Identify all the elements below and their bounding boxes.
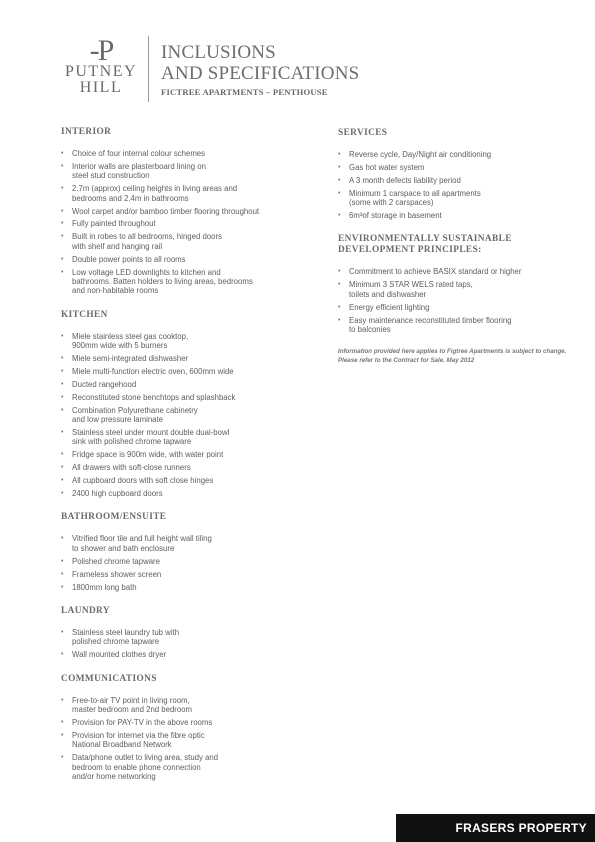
list-item: • Low voltage LED downlights to kitchen and bathrooms. Batten holders to living areas, bedrooms and non-habitable rooms: [61, 268, 321, 296]
putney-hill-logo: [60, 36, 142, 96]
list-item: • Interior walls are plasterboard lining on steel stud construction: [61, 162, 321, 181]
list-item: • Stainless steel laundry tub with polished chrome tapware: [61, 628, 321, 647]
list-item: • Minimum 1 carspace to all apartments (some with 2 carspaces): [338, 189, 583, 208]
right-sections: [338, 128, 583, 334]
list-item: • Fully painted throughout: [61, 219, 321, 228]
list-item: • Reconstituted stone benchtops and splashback: [61, 393, 321, 402]
left-column: [61, 127, 321, 795]
logo-line-2: HILL: [79, 79, 123, 96]
bullet-list: [61, 696, 321, 782]
section-communications: [61, 674, 321, 782]
header-divider: [148, 36, 149, 102]
list-item: • 6m³of storage in basement: [338, 211, 583, 220]
list-item: • Vitrified floor tile and full height wall tiling to shower and bath enclosure: [61, 534, 321, 553]
list-item: • 2.7m (approx) ceiling heights in living areas and bedrooms and 2.4m in bathrooms: [61, 184, 321, 203]
list-item: • Provision for internet via the fibre optic National Broadband Network: [61, 731, 321, 750]
list-item: • Miele multi-function electric oven, 600mm wide: [61, 367, 321, 376]
bullet-list: [61, 534, 321, 592]
list-item: • Gas hot water system: [338, 163, 583, 172]
list-item: • 1800mm long bath: [61, 583, 321, 592]
section-interior: [61, 127, 321, 296]
list-item: • Ducted rangehood: [61, 380, 321, 389]
list-item: • Miele semi-integrated dishwasher: [61, 354, 321, 363]
section-kitchen: [61, 310, 321, 499]
section-heading: ENVIRONMENTALLY SUSTAINABLE DEVELOPMENT PRINCIPLES:: [338, 234, 512, 256]
list-item: • Miele stainless steel gas cooktop, 900mm wide with 5 burners: [61, 332, 321, 351]
section-heading: BATHROOM/ENSUITE: [61, 512, 167, 523]
section-heading: SERVICES: [338, 128, 388, 138]
list-item: • Energy efficient lighting: [338, 303, 583, 312]
logo-line-1: PUTNEY: [64, 63, 138, 80]
list-item: • Stainless steel under mount double dual-bowl sink with polished chrome tapware: [61, 428, 321, 447]
bullet-list: [61, 332, 321, 499]
list-item: • Built in robes to all bedrooms, hinged doors with shelf and hanging rail: [61, 232, 321, 251]
section-heading: COMMUNICATIONS: [61, 673, 157, 684]
section-laundry: [61, 606, 321, 660]
disclaimer: Information provided here applies to Figtree Apartments is subject to change. Please refer to the Contract for Sale. May 2012: [338, 348, 567, 364]
list-item: • Minimum 3 STAR WELS rated taps, toilets and dishwasher: [338, 280, 583, 299]
list-item: • Easy maintenance reconstituted timber flooring to balconies: [338, 316, 583, 335]
list-item: • Fridge space is 900m wide, with water point: [61, 450, 321, 459]
bullet-list: [338, 150, 583, 220]
list-item: • Frameless shower screen: [61, 570, 321, 579]
list-item: • Combination Polyurethane cabinetry and low pressure laminate: [61, 406, 321, 425]
list-item: • Choice of four internal colour schemes: [61, 149, 321, 158]
section-bathroom-ensuite: [61, 512, 321, 592]
page-subtitle: FICTREE APARTMENTS – PENTHOUSE: [161, 87, 328, 97]
list-item: • Commitment to achieve BASIX standard or higher: [338, 267, 583, 276]
list-item: • Data/phone outlet to living area, study and bedroom to enable phone connection and/or home networking: [61, 753, 321, 781]
section-services: [338, 128, 583, 220]
list-item: • Reverse cycle, Day/Night air conditioning: [338, 150, 583, 159]
logo-monogram: -P: [89, 34, 113, 67]
section-heading: KITCHEN: [61, 309, 108, 320]
list-item: • A 3 month defects liability period: [338, 176, 583, 185]
frasers-property-logo: [396, 814, 595, 842]
section-heading: LAUNDRY: [61, 606, 110, 616]
list-item: • Free-to-air TV point in living room, master bedroom and 2nd bedroom: [61, 696, 321, 715]
section-environmentally-sustainable-development-principles: [338, 234, 583, 334]
section-heading: INTERIOR: [61, 127, 112, 137]
list-item: • Wool carpet and/or bamboo timber flooring throughout: [61, 207, 321, 216]
list-item: • All drawers with soft-close runners: [61, 463, 321, 472]
bullet-list: [61, 149, 321, 296]
bullet-list: [61, 628, 321, 660]
list-item: • Double power points to all rooms: [61, 255, 321, 264]
list-item: • Provision for PAY-TV in the above rooms: [61, 718, 321, 727]
bullet-list: [338, 267, 583, 334]
footer-brand: FRASERS PROPERTY: [455, 821, 587, 835]
list-item: • Polished chrome tapware: [61, 557, 321, 566]
page-title: [161, 42, 359, 84]
right-column: [338, 128, 583, 365]
list-item: • All cupboard doors with soft close hinges: [61, 476, 321, 485]
list-item: • Wall mounted clothes dryer: [61, 650, 321, 659]
list-item: • 2400 high cupboard doors: [61, 489, 321, 498]
title-line-1: INCLUSIONS: [161, 42, 276, 63]
title-line-2: AND SPECIFICATIONS: [161, 63, 360, 84]
